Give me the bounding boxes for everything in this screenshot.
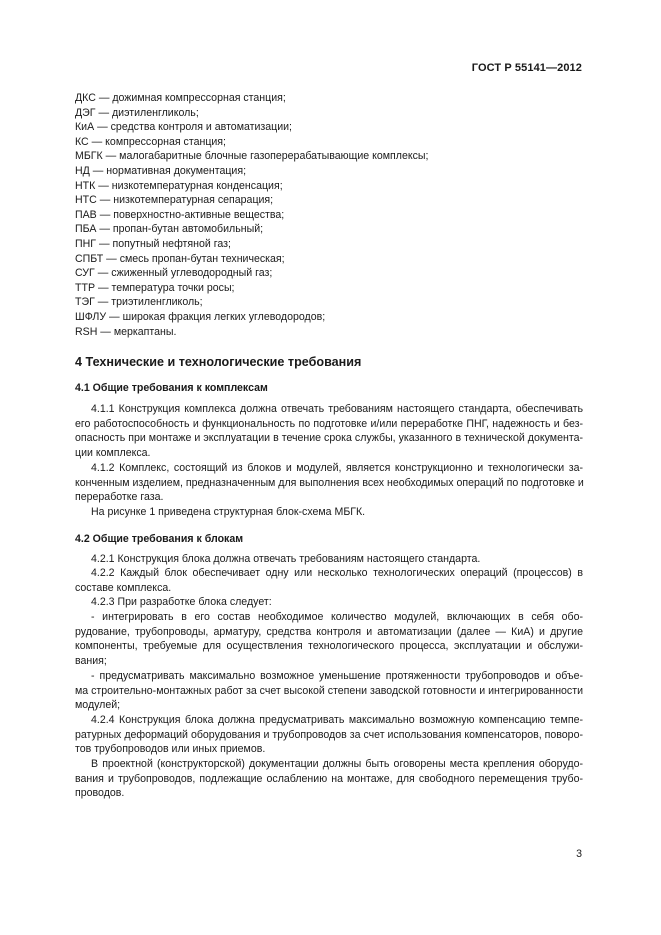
abbreviation-item: ПАВ — поверхностно-активные вещества; [75,208,285,221]
paragraph-line: ции комплекса. [75,447,151,460]
paragraph-line: модулей; [75,699,121,712]
paragraph-line: проводов. [75,787,125,800]
paragraph-line: опасность при монтаже и эксплуатации в течение срока службы, указанного в технической документа- [75,432,583,445]
paragraph-4-2-3 [75,595,583,610]
paragraph-design-docs [75,757,583,801]
paragraph-line: - интегрировать в его состав необходимое количество модулей, включающих в себя обо- [91,611,583,623]
paragraph-line: 4.2.3 При разработке блока следует: [91,596,272,608]
abbreviation-item: СУГ — сжиженный углеводородный газ; [75,267,273,280]
subsection-4-2-title: 4.2 Общие требования к блокам [75,533,244,545]
page-number: 3 [576,848,582,860]
abbreviation-item: КиА — средства контроля и автоматизации; [75,121,292,134]
standard-header: ГОСТ Р 55141—2012 [471,62,582,74]
paragraph-4-2-2 [75,566,583,595]
paragraph-line: 4.1.1 Конструкция комплекса должна отвечать требованиям настоящего стандарта, обеспечивать [91,403,583,415]
paragraph-figure-ref [75,505,583,520]
paragraph-line: В проектной (конструкторской) документации должны быть оговорены места крепления оборудо- [91,758,583,770]
abbreviation-item: НТС — низкотемпературная сепарация; [75,194,274,207]
paragraph-line: ма строительно-монтажных работ за счет высокой степени заводской готовности и интегрированности [75,684,583,697]
paragraph-line: На рисунке 1 приведена структурная блок-схема МБГК. [91,506,366,518]
paragraph-line: компоненты, требуемые для осуществления технологического процесса, эксплуатации и обслужи- [75,640,583,653]
abbreviation-item: ПНГ — попутный нефтяной газ; [75,237,231,250]
paragraph-line: его работоспособность и функциональность по подготовке и/или переработке ПНГ, надежность и без- [75,417,583,430]
paragraph-line: 4.2.2 Каждый блок обеспечивает одну или несколько технологических операций (процессов) в [91,567,583,579]
abbreviation-item: МБГК — малогабаритные блочные газоперерабатывающие комплексы; [75,150,429,163]
paragraph-line: рудование, трубопроводы, арматуру, средства контроля и автоматизации (далее — КиА) и другие [75,625,583,638]
paragraph-4-1-2 [75,461,583,505]
abbreviation-item: ПБА — пропан-бутан автомобильный; [75,223,264,236]
abbreviation-item: ТЭГ — триэтиленгликоль; [75,296,203,309]
paragraph-line: составе комплекса. [75,581,172,594]
abbreviation-item: НД — нормативная документация; [75,164,247,177]
paragraph-line: переработке газа. [75,491,164,504]
paragraph-4-2-4 [75,713,583,757]
paragraph-4-2-1 [75,552,583,567]
bullet-reduce-pipelines [75,669,583,713]
bullet-integrate-modules [75,610,583,669]
abbreviation-item: ДКС — дожимная компрессорная станция; [75,92,286,104]
paragraph-line: конченным изделием, предназначенным для выполнения всех необходимых операций по подготовке и [75,476,584,489]
paragraph-4-1-1 [75,402,583,461]
abbreviation-item: НТК — низкотемпературная конденсация; [75,179,283,192]
abbreviation-item: RSH — меркаптаны. [75,325,177,338]
abbreviation-item: КС — компрессорная станция; [75,135,226,148]
paragraph-line: вания и трубопроводов, подлежащие ослаблению на монтаже, для свободного перемещения трубо- [75,772,583,785]
abbreviation-item: СПБТ — смесь пропан-бутан техническая; [75,252,285,265]
paragraph-line: - предусматривать максимально возможное уменьшение протяженности трубопроводов и объе- [91,670,583,682]
section-4-title: 4 Технические и технологические требования [75,355,362,369]
paragraph-line: тов трубопроводов или иных приемов. [75,743,266,756]
abbreviations-list [75,91,595,339]
paragraph-line: 4.1.2 Комплекс, состоящий из блоков и модулей, является конструкционно и технологически за- [91,462,583,474]
paragraph-line: ратурных деформаций оборудования и трубопроводов за счет использования компенсаторов, поворо- [75,728,583,741]
subsection-4-1-title: 4.1 Общие требования к комплексам [75,382,268,394]
paragraph-line: 4.2.1 Конструкция блока должна отвечать требованиям настоящего стандарта. [91,553,481,565]
abbreviation-item: ДЭГ — диэтиленгликоль; [75,106,199,119]
abbreviation-item: ШФЛУ — широкая фракция легких углеводородов; [75,310,326,323]
paragraph-line: вания; [75,655,107,668]
abbreviation-item: ТТР — температура точки росы; [75,281,235,294]
paragraph-line: 4.2.4 Конструкция блока должна предусматривать максимально возможную компенсацию темпе- [91,714,583,726]
